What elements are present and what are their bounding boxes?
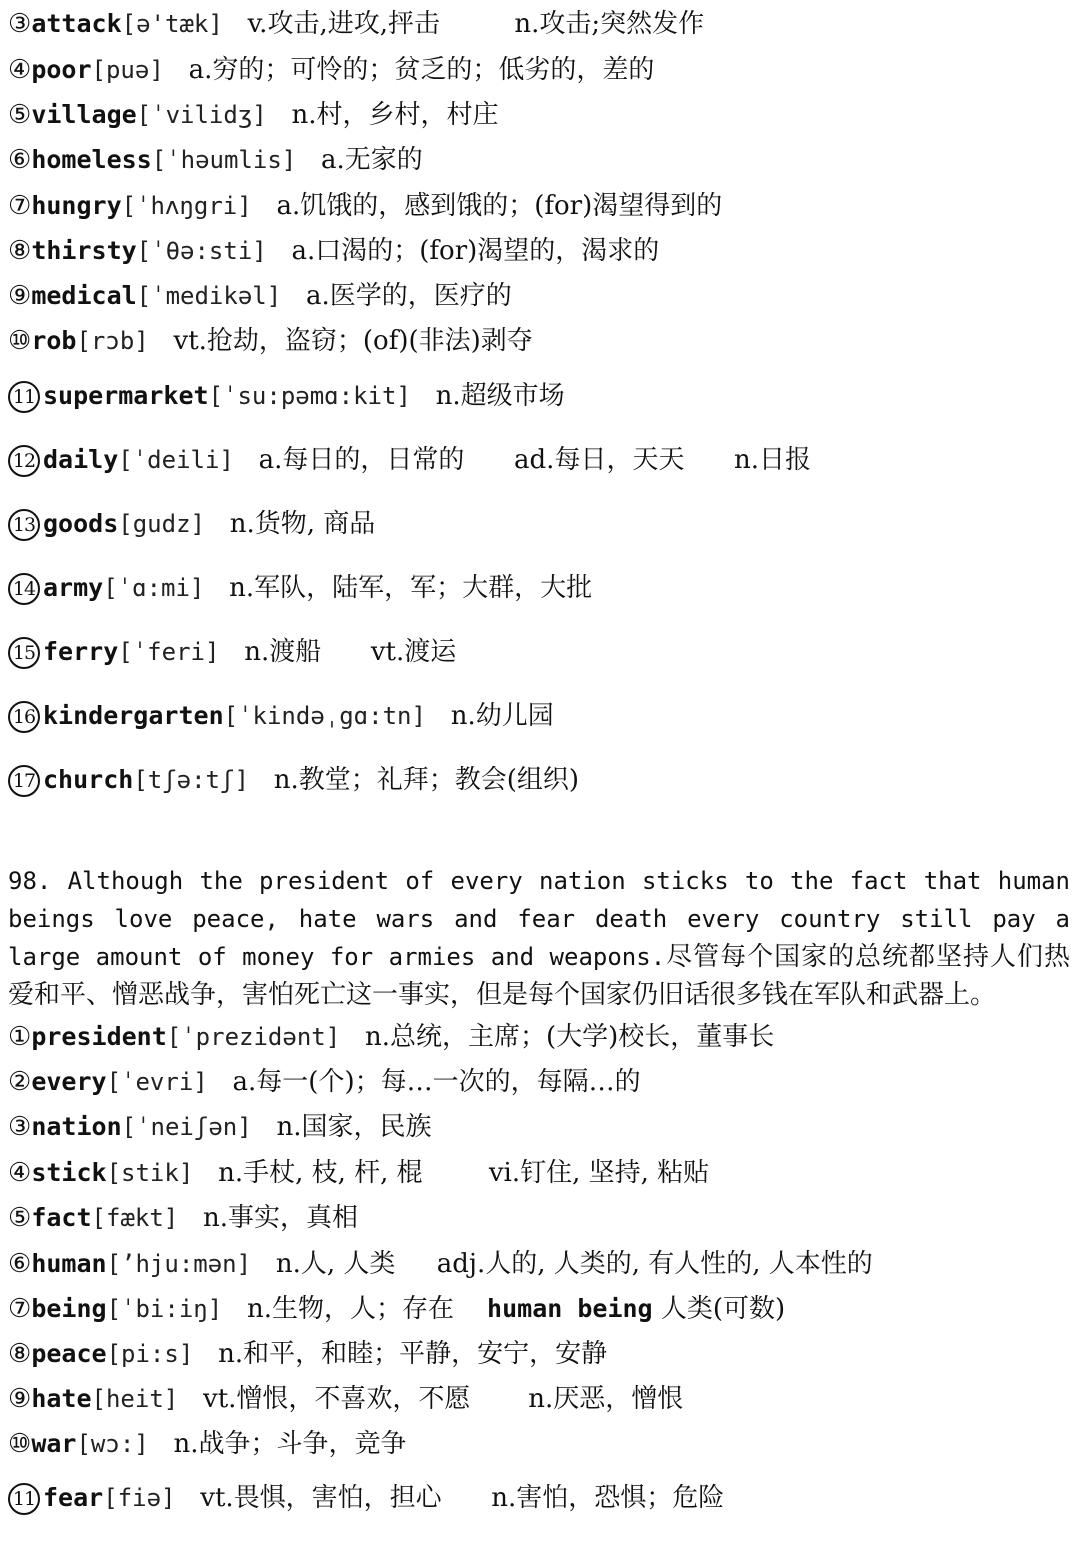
- entry-word: goods: [43, 509, 119, 538]
- entry-number-circled: 11: [8, 381, 40, 413]
- entry-number: ⑥: [8, 1249, 32, 1279]
- vocab-entry: [8, 235, 659, 267]
- entry-phonetic: [ˈmedikəl]: [136, 282, 282, 310]
- entry-number: ⑧: [8, 236, 32, 266]
- entry-definition: n.国家，民族: [276, 1112, 432, 1142]
- entry-definition: n.教堂；礼拜；教会(组织): [273, 765, 580, 795]
- entry-phonetic: [ˈθə:sti]: [136, 237, 267, 265]
- entry-number: ⑩: [8, 326, 32, 356]
- entry-word: homeless: [31, 145, 152, 174]
- entry-definition: n.事实，真相: [203, 1203, 359, 1233]
- vocab-entry: [8, 144, 423, 176]
- entry-definition: a.医学的，医疗的: [305, 281, 512, 311]
- entry-definition: vt.抢劫，盗窃；(of)(非法)剥夺: [173, 326, 533, 356]
- entry-phonetic: [pi:s]: [106, 1340, 194, 1368]
- entry-definition: n.总统，主席；(大学)校长，董事长: [364, 1022, 775, 1052]
- entry-definition: n.和平，和睦；平静，安宁，安静: [218, 1339, 608, 1369]
- entry-phonetic: [fækt]: [91, 1204, 179, 1232]
- vocab-entry: [8, 1338, 607, 1370]
- entry-phonetic: [ˈbi:iŋ]: [106, 1295, 223, 1323]
- entry-word: peace: [31, 1339, 107, 1368]
- entry-number: ⑤: [8, 100, 32, 130]
- entry-definition: n.人, 人类: [275, 1249, 396, 1279]
- entry-definition: n.村，乡村，村庄: [291, 100, 499, 130]
- entry-word: every: [31, 1067, 107, 1096]
- entry-definition: a.饥饿的，感到饿的；(for)渴望得到的: [276, 191, 723, 221]
- entry-phonetic: [ˈevri]: [106, 1068, 208, 1096]
- entry-number: ⑥: [8, 145, 32, 175]
- entry-word: war: [31, 1429, 77, 1458]
- entry-word: kindergarten: [43, 701, 224, 730]
- vocab-entry: [8, 1202, 358, 1234]
- entry-definition: a.每日的，日常的: [258, 445, 465, 475]
- entry-definition: a.穷的；可怜的；贫乏的；低劣的，差的: [188, 55, 655, 85]
- entry-number: ④: [8, 55, 32, 85]
- entry-phonetic: [tʃə:tʃ]: [133, 766, 249, 794]
- vocab-entry: [8, 99, 499, 131]
- entry-word: poor: [31, 55, 92, 84]
- vocab-entry: [8, 1111, 431, 1143]
- entry-word: hungry: [31, 191, 122, 220]
- sentence-chinese: 尽管每个国家的总统都坚持人们热爱和平、憎恶战争，害怕死亡这一事实，但是每个国家仍旧话很多钱在军队和武器上。: [8, 942, 1070, 1010]
- entry-definition-2: n.攻击;突然发作: [514, 9, 705, 39]
- vocab-entry: [8, 508, 375, 541]
- entry-definition: n.手杖, 枝, 杆, 棍: [218, 1158, 423, 1188]
- entry-definition-2: adj.人的, 人类的, 有人性的, 人本性的: [436, 1249, 873, 1279]
- vocab-entry: [8, 1428, 407, 1460]
- entry-number: ②: [8, 1067, 32, 1097]
- entry-definition: n.超级市场: [435, 381, 565, 411]
- vocab-entry: [8, 380, 565, 413]
- entry-definition: n.生物，人；存在: [246, 1294, 454, 1324]
- entry-phonetic: [wɔ:]: [76, 1430, 149, 1458]
- vocab-entry: [8, 1066, 641, 1098]
- entry-word: nation: [31, 1112, 122, 1141]
- entry-word: church: [43, 765, 134, 794]
- entry-number: ⑤: [8, 1203, 32, 1233]
- entry-word: human: [31, 1249, 107, 1278]
- entry-number: ⑦: [8, 191, 32, 221]
- entry-number: ⑩: [8, 1429, 32, 1459]
- entry-word: attack: [31, 9, 122, 38]
- entry-word: rob: [31, 326, 77, 355]
- entry-phonetic: [ˈferi]: [118, 638, 220, 666]
- entry-phonetic: [ˈneiʃən]: [121, 1113, 252, 1141]
- entry-word: army: [43, 573, 104, 602]
- entry-definition-2: n.厌恶，憎恨: [528, 1384, 684, 1414]
- entry-definition: vt.憎恨，不喜欢，不愿: [203, 1384, 471, 1414]
- entry-definition: n.军队，陆军，军；大群，大批: [229, 573, 593, 603]
- entry-word: daily: [43, 445, 119, 474]
- vocab-entry: [8, 190, 722, 222]
- entry-number: ①: [8, 1022, 32, 1052]
- entry-definition: n.幼儿园: [450, 701, 554, 731]
- example-sentence: [8, 862, 1070, 1014]
- entry-phonetic: [ˈhʌŋgri]: [121, 192, 252, 220]
- entry-phonetic: [ə'tæk]: [121, 10, 223, 38]
- entry-number: ③: [8, 9, 32, 39]
- entry-phonetic: [’hju:mən]: [106, 1250, 252, 1278]
- entry-definition: n.货物, 商品: [229, 509, 376, 539]
- entry-definition: a.每一(个)；每…一次的，每隔…的: [232, 1067, 641, 1097]
- vocab-entry: [8, 1482, 724, 1515]
- entry-definition-2: vi.钉住, 坚持, 粘贴: [488, 1158, 710, 1188]
- entry-word: village: [31, 100, 137, 129]
- entry-phonetic: [ˈsu:pəmɑ:kit]: [208, 382, 411, 410]
- entry-phonetic: [ˈdeili]: [118, 446, 234, 474]
- vocab-entry: [8, 1021, 774, 1053]
- entry-phonetic: [ˈprezidənt]: [166, 1023, 341, 1051]
- entry-number-circled: 16: [8, 701, 40, 733]
- entry-phrase: human being: [487, 1294, 653, 1323]
- vocab-entry: [8, 444, 811, 477]
- entry-number: ③: [8, 1112, 32, 1142]
- entry-definition: v.攻击,进攻,抨击: [247, 9, 440, 39]
- entry-definition: vt.畏惧，害怕，担心: [200, 1483, 442, 1513]
- entry-number-circled: 15: [8, 637, 40, 669]
- entry-definition: a.无家的: [321, 145, 423, 175]
- entry-word: being: [31, 1294, 107, 1323]
- entry-phonetic: [ˈvilidʒ]: [136, 101, 267, 129]
- vocab-entry: [8, 1383, 683, 1415]
- vocab-entry: [8, 636, 456, 669]
- entry-word: thirsty: [31, 236, 137, 265]
- vocab-entry: [8, 572, 592, 605]
- entry-number-circled: 11: [8, 1483, 40, 1515]
- entry-word: supermarket: [43, 381, 209, 410]
- entry-phonetic: [ˈkindəˌgɑ:tn]: [223, 702, 426, 730]
- vocab-entry: [8, 8, 704, 40]
- vocab-entry: [8, 700, 554, 733]
- sentence-english: 98. Although the president of every nation sticks to the fact that human beings love peace, hate wars and fear death every country still pay a large amount of money for armies and weapons.: [8, 867, 1070, 971]
- vocab-entry: [8, 280, 512, 312]
- entry-definition-2: n.害怕，恐惧；危险: [491, 1483, 725, 1513]
- entry-number-circled: 17: [8, 765, 40, 797]
- entry-word: president: [31, 1022, 167, 1051]
- entry-phonetic: [rɔb]: [76, 327, 149, 355]
- vocab-entry: [8, 1157, 709, 1189]
- vocab-entry: [8, 325, 533, 357]
- vocab-entry: [8, 1248, 873, 1280]
- entry-number-circled: 14: [8, 573, 40, 605]
- entry-number: ⑨: [8, 281, 32, 311]
- entry-phonetic: [heit]: [91, 1385, 179, 1413]
- entry-word: medical: [31, 281, 137, 310]
- entry-word: hate: [31, 1384, 92, 1413]
- entry-definition: a.口渴的；(for)渴望的，渴求的: [291, 236, 660, 266]
- vocab-entry: [8, 54, 654, 86]
- entry-word: stick: [31, 1158, 107, 1187]
- entry-number: ⑧: [8, 1339, 32, 1369]
- entry-number: ⑨: [8, 1384, 32, 1414]
- entry-number-circled: 13: [8, 509, 40, 541]
- entry-definition: n.战争；斗争，竞争: [173, 1429, 407, 1459]
- entry-word: fact: [31, 1203, 92, 1232]
- entry-phonetic: [stik]: [106, 1159, 194, 1187]
- entry-phrase-meaning: 人类(可数): [660, 1294, 786, 1324]
- entry-number: ④: [8, 1158, 32, 1188]
- entry-definition: n.渡船: [244, 637, 322, 667]
- entry-phonetic: [ˈhəumlis]: [151, 146, 297, 174]
- entry-word: fear: [43, 1483, 104, 1512]
- vocab-entry: [8, 764, 579, 797]
- entry-definition-3: n.日报: [734, 445, 812, 475]
- entry-word: ferry: [43, 637, 119, 666]
- entry-phonetic: [fiə]: [103, 1484, 176, 1512]
- entry-definition-2: ad.每日，天天: [514, 445, 685, 475]
- entry-definition-2: vt.渡运: [370, 637, 457, 667]
- entry-phonetic: [ˈɑ:mi]: [103, 574, 205, 602]
- entry-phonetic: [gudz]: [118, 510, 205, 538]
- entry-number: ⑦: [8, 1294, 32, 1324]
- entry-phonetic: [puə]: [91, 56, 164, 84]
- vocab-entry: [8, 1293, 785, 1325]
- entry-number-circled: 12: [8, 445, 40, 477]
